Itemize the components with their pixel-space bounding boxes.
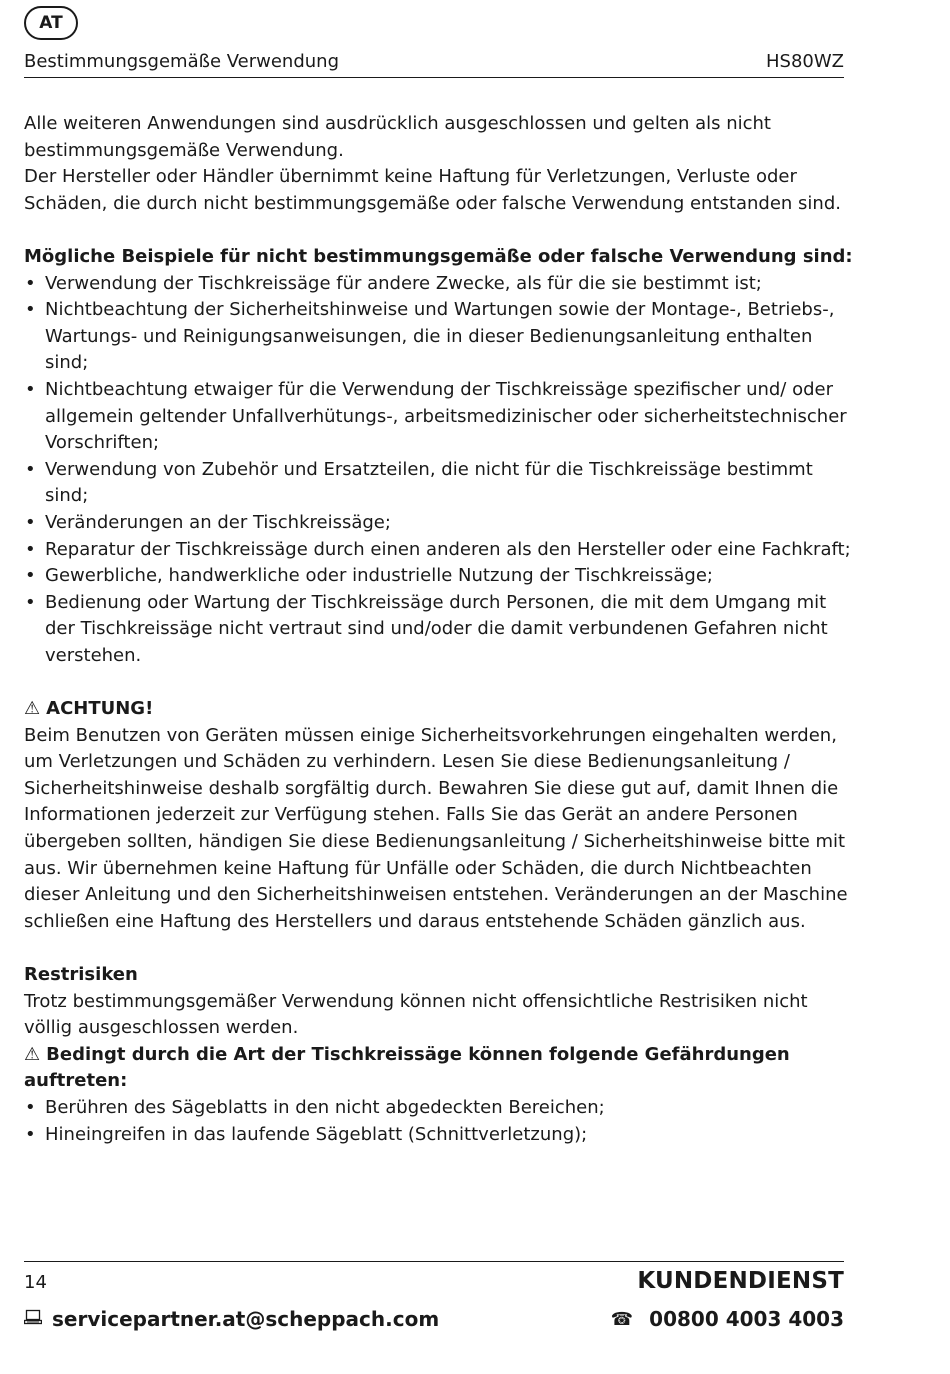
document-body: [24, 111, 854, 1148]
warning-triangle-icon: ⚠: [24, 1043, 41, 1065]
email-link[interactable]: servicepartner.at@scheppach.com: [52, 1307, 440, 1331]
footer-email: [24, 1307, 439, 1331]
residual-risks-heading: Restrisiken: [24, 964, 138, 985]
service-title: KUNDENDIENST: [637, 1268, 844, 1294]
footer-phone: [611, 1307, 844, 1331]
hazard-heading: [24, 1042, 854, 1095]
warning-heading-text: ACHTUNG!: [46, 698, 154, 720]
warning-triangle-icon: ⚠: [24, 698, 41, 720]
misuse-list: [24, 271, 854, 670]
hazard-heading-text: Bedingt durch die Art der Tischkreissäge können folgende Gefährdungen auftreten:: [24, 1043, 790, 1092]
phone-link[interactable]: 00800 4003 4003: [649, 1307, 844, 1331]
list-item: • Veränderungen an der Tischkreissäge;: [24, 510, 854, 537]
intro-paragraph: Alle weiteren Anwendungen sind ausdrücklich ausgeschlossen und gelten als nicht bestimmungsgemäße Verwendung.: [24, 113, 771, 161]
list-item: • Gewerbliche, handwerkliche oder industrielle Nutzung der Tischkreissäge;: [24, 563, 854, 590]
warning-paragraph: Beim Benutzen von Geräten müssen einige Sicherheitsvorkehrungen eingehalten werden, um Verletzungen und Schäden zu verhindern. Lesen Sie diese Bedienungsanleitung / Sicherheitshinweise deshalb sorgfältig durch. Bewahren Sie diese gut auf, damit Ihnen die Informationen jederzeit zur Verfügung stehen. Falls Sie das Gerät an andere Personen übergeben sollten, händigen Sie diese Bedienungsanleitung / Sicherheitshinweise bitte mit aus. Wir übernehmen keine Haftung für Unfälle oder Schäden, die durch Nichtbeachten dieser Anleitung und den Sicherheitshinweisen entstehen. Veränderungen an der Maschine schließen eine Haftung des Herstellers und daraus entstehende Schäden gänzlich aus.: [24, 724, 848, 932]
misuse-heading: Mögliche Beispiele für nicht bestimmungsgemäße oder falsche Verwendung sind:: [24, 245, 853, 267]
residual-risks-paragraph: Trotz bestimmungsgemäßer Verwendung können nicht offensichtliche Restrisiken nicht völlig ausgeschlossen werden.: [24, 990, 808, 1039]
warning-heading: [24, 696, 854, 723]
telephone-icon: ☎: [610, 1308, 634, 1330]
list-item: • Hineingreifen in das laufende Sägeblatt (Schnittverletzung);: [24, 1122, 854, 1149]
hazard-list: [24, 1095, 854, 1148]
computer-icon: [24, 1309, 42, 1330]
footer-divider: [24, 1261, 844, 1262]
list-item: • Bedienung oder Wartung der Tischkreissäge durch Personen, die mit dem Umgang mit der Tischkreissäge nicht vertraut sind und/oder die damit verbundenen Gefahren nicht verstehen.: [24, 590, 854, 670]
list-item: • Nichtbeachtung der Sicherheitshinweise und Wartungen sowie der Montage-, Betriebs-, Wartungs- und Reinigungsanweisungen, die in dieser Bedienungsanleitung enthalten sind;: [24, 297, 854, 377]
list-item: • Reparatur der Tischkreissäge durch einen anderen als den Hersteller oder eine Fachkraft;: [24, 537, 854, 564]
language-badge: AT: [24, 6, 78, 40]
page-header: [24, 51, 844, 78]
section-title: Bestimmungsgemäße Verwendung: [24, 51, 340, 72]
list-item: • Verwendung der Tischkreissäge für andere Zwecke, als für die sie bestimmt ist;: [24, 271, 854, 298]
intro-paragraph: Der Hersteller oder Händler übernimmt keine Haftung für Verletzungen, Verluste oder Schäden, die durch nicht bestimmungsgemäße oder falsche Verwendung entstanden sind.: [24, 166, 841, 214]
page-number: 14: [24, 1272, 47, 1293]
model-number: HS80WZ: [766, 51, 844, 72]
list-item: • Berühren des Sägeblatts in den nicht abgedeckten Bereichen;: [24, 1095, 854, 1122]
list-item: • Verwendung von Zubehör und Ersatzteilen, die nicht für die Tischkreissäge bestimmt sind;: [24, 457, 854, 510]
list-item: • Nichtbeachtung etwaiger für die Verwendung der Tischkreissäge spezifischer und/ oder allgemein geltender Unfallverhütungs-, arbeitsmedizinischer oder sicherheitstechnischer Vorschriften;: [24, 377, 854, 457]
